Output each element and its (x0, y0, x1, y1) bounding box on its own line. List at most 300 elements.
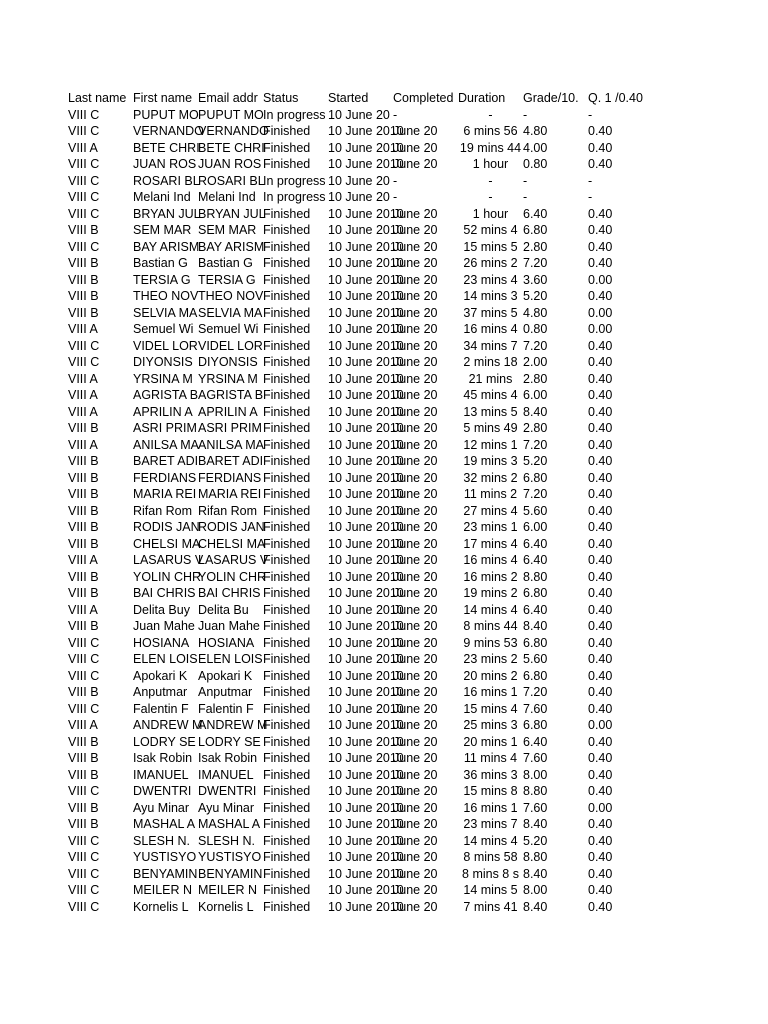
cell-first-name: BAI CHRIS (133, 586, 196, 600)
cell-email: YOLIN CHR (198, 569, 267, 584)
cell-completed: June 20 (393, 569, 438, 584)
cell-status: Finished (263, 140, 311, 155)
table-row (68, 783, 668, 800)
cell-started: 10 June 2010 (328, 437, 404, 452)
cell-started: 10 June 2010 (328, 239, 404, 254)
cell-duration: 14 mins 5 (463, 883, 518, 897)
cell-grade: 0.80 (523, 322, 548, 336)
cell-status: Finished (263, 421, 311, 435)
cell-status: Finished (263, 850, 311, 864)
cell-last-name: VIII C (68, 239, 100, 254)
cell-started: 10 June 2010 (328, 256, 404, 270)
table-row (68, 123, 668, 140)
cell-q1: 0.00 (588, 305, 613, 320)
table-row (68, 899, 668, 916)
cell-last-name: VIII B (68, 487, 99, 501)
cell-last-name: VIII A (68, 371, 98, 386)
cell-first-name: JUAN ROS (133, 157, 197, 171)
cell-grade: 8.80 (523, 784, 548, 798)
cell-email: Anputmar (198, 685, 253, 699)
cell-completed: June 20 (393, 586, 438, 600)
cell-duration: 16 mins 2 (463, 569, 518, 584)
cell-duration: 9 mins 53 (463, 635, 518, 650)
cell-q1: 0.40 (588, 338, 613, 353)
cell-email: Kornelis L (198, 899, 254, 914)
cell-q1: 0.40 (588, 371, 613, 386)
cell-first-name: Apokari K (133, 668, 188, 683)
cell-status: Finished (263, 866, 311, 881)
table-row (68, 272, 668, 289)
cell-completed: June 20 (393, 487, 438, 501)
cell-started: 10 June 2010 (328, 635, 404, 650)
cell-first-name: THEO NOV (133, 289, 199, 303)
cell-email: ROSARI BL (198, 173, 265, 188)
cell-last-name: VIII C (68, 784, 100, 798)
cell-started: 10 June 2010 (328, 569, 404, 584)
cell-grade: 8.40 (523, 866, 548, 881)
cell-last-name: VIII C (68, 701, 100, 716)
cell-status: Finished (263, 800, 311, 815)
cell-grade: 8.40 (523, 899, 548, 914)
cell-completed: June 20 (393, 866, 438, 881)
cell-email: Rifan Rom (198, 503, 258, 518)
cell-duration: 16 mins 4 (463, 553, 518, 567)
cell-duration: 16 mins 4 (463, 322, 518, 336)
cell-email: CHELSI MA (198, 536, 266, 551)
cell-status: Finished (263, 239, 311, 254)
cell-duration: 16 mins 1 (463, 685, 518, 699)
cell-completed: June 20 (393, 256, 438, 270)
cell-status: Finished (263, 635, 311, 650)
cell-first-name: ANDREW M (133, 718, 203, 732)
cell-grade: 6.40 (523, 734, 548, 749)
cell-email: BRYAN JUL (198, 206, 266, 221)
cell-first-name: TERSIA G (133, 272, 191, 287)
cell-email: Delita Bu (198, 602, 249, 617)
cell-first-name: LODRY SE (133, 734, 196, 749)
cell-grade: 6.80 (523, 470, 548, 485)
table-row (68, 684, 668, 701)
cell-duration: - (488, 190, 493, 204)
cell-completed: June 20 (393, 685, 438, 699)
cell-q1: 0.40 (588, 602, 613, 617)
cell-completed: June 20 (393, 767, 438, 782)
cell-last-name: VIII A (68, 437, 98, 452)
cell-started: 10 June 2010 (328, 289, 404, 303)
table-row (68, 833, 668, 850)
cell-grade: 3.60 (523, 272, 548, 287)
cell-email: BAY ARISM (198, 239, 265, 254)
cell-last-name: VIII B (68, 289, 99, 303)
cell-email: ASRI PRIM (198, 421, 262, 435)
table-row (68, 602, 668, 619)
cell-last-name: VIII A (68, 388, 98, 402)
cell-last-name: VIII C (68, 124, 100, 138)
table-row (68, 453, 668, 470)
cell-completed: June 20 (393, 223, 438, 237)
cell-status: Finished (263, 734, 311, 749)
cell-grade: 5.60 (523, 652, 548, 666)
cell-email: BARET ADI (198, 454, 264, 468)
cell-q1: 0.40 (588, 124, 613, 138)
cell-q1: 0.40 (588, 404, 613, 419)
header-grade: Grade/10. (523, 91, 579, 105)
cell-duration: 26 mins 2 (463, 256, 518, 270)
header-status: Status (263, 91, 299, 105)
cell-grade: 7.60 (523, 800, 548, 815)
cell-q1: - (588, 107, 593, 122)
cell-last-name: VIII C (68, 899, 100, 914)
cell-completed: June 20 (393, 355, 438, 369)
cell-first-name: Rifan Rom (133, 503, 193, 518)
cell-email: YRSINA M (198, 371, 258, 386)
cell-completed: June 20 (393, 239, 438, 254)
cell-q1: 0.40 (588, 553, 613, 567)
cell-completed: June 20 (393, 701, 438, 716)
cell-duration: 11 mins 2 (463, 487, 518, 501)
cell-status: Finished (263, 355, 311, 369)
header-last-name: Last name (68, 91, 127, 105)
table-row (68, 140, 668, 157)
cell-email: Melani Ind (198, 190, 256, 204)
cell-duration: 2 mins 18 (463, 355, 518, 369)
cell-q1: 0.40 (588, 817, 613, 831)
cell-grade: 8.40 (523, 404, 548, 419)
table-row (68, 701, 668, 718)
cell-started: 10 June 2010 (328, 817, 404, 831)
cell-completed: June 20 (393, 635, 438, 650)
cell-completed: June 20 (393, 718, 438, 732)
table-row (68, 404, 668, 421)
cell-duration: 19 mins 44 (459, 140, 522, 155)
cell-completed: June 20 (393, 157, 438, 171)
cell-duration: - (488, 173, 493, 188)
cell-q1: 0.40 (588, 487, 613, 501)
cell-grade: 8.40 (523, 817, 548, 831)
cell-completed: June 20 (393, 322, 438, 336)
table-row (68, 668, 668, 685)
cell-status: Finished (263, 305, 311, 320)
cell-completed: June 20 (393, 124, 438, 138)
cell-q1: 0.40 (588, 883, 613, 897)
cell-status: Finished (263, 371, 311, 386)
cell-q1: 0.40 (588, 751, 613, 765)
cell-status: Finished (263, 437, 311, 452)
cell-q1: 0.40 (588, 256, 613, 270)
cell-status: Finished (263, 256, 311, 270)
cell-q1: 0.40 (588, 388, 613, 402)
table-row (68, 288, 668, 305)
cell-email: Ayu Minar (198, 800, 255, 815)
cell-first-name: Juan Mahe (133, 619, 195, 633)
cell-last-name: VIII C (68, 652, 100, 666)
cell-completed: June 20 (393, 305, 438, 320)
cell-last-name: VIII C (68, 206, 100, 221)
cell-status: Finished (263, 751, 311, 765)
cell-email: LODRY SE (198, 734, 261, 749)
cell-duration: 23 mins 2 (463, 652, 518, 666)
cell-email: MEILER N (198, 883, 258, 897)
cell-status: Finished (263, 899, 311, 914)
cell-email: BETE CHRI (198, 140, 265, 155)
cell-q1: 0.40 (588, 734, 613, 749)
cell-last-name: VIII B (68, 751, 99, 765)
cell-email: APRILIN A (198, 404, 258, 419)
cell-completed: June 20 (393, 503, 438, 518)
cell-first-name: YUSTISYO (133, 850, 197, 864)
cell-email: IMANUEL (198, 767, 254, 782)
cell-status: Finished (263, 388, 311, 402)
cell-email: AGRISTA B (198, 388, 264, 402)
cell-first-name: Anputmar (133, 685, 188, 699)
cell-started: 10 June 2010 (328, 800, 404, 815)
cell-last-name: VIII A (68, 140, 98, 155)
cell-duration: - (488, 107, 493, 122)
cell-last-name: VIII B (68, 272, 99, 287)
cell-started: 10 June 2010 (328, 619, 404, 633)
cell-q1: 0.40 (588, 289, 613, 303)
cell-started: 10 June 2010 (328, 272, 404, 287)
cell-grade: 0.80 (523, 157, 548, 171)
cell-duration: 15 mins 4 (463, 701, 518, 716)
cell-q1: 0.40 (588, 206, 613, 221)
cell-last-name: VIII B (68, 256, 99, 270)
cell-started: 10 June 2010 (328, 899, 404, 914)
table-row (68, 437, 668, 454)
cell-duration: 8 mins 8 s (462, 866, 519, 881)
cell-started: 10 June 20 (328, 173, 390, 188)
table-row (68, 354, 668, 371)
table-row (68, 305, 668, 322)
cell-completed: June 20 (393, 883, 438, 897)
cell-first-name: VERNANDO (133, 124, 204, 138)
cell-grade: 6.80 (523, 668, 548, 683)
cell-completed: June 20 (393, 553, 438, 567)
cell-started: 10 June 2010 (328, 602, 404, 617)
cell-first-name: SLESH N. (133, 833, 190, 848)
cell-q1: 0.40 (588, 421, 613, 435)
cell-duration: 15 mins 8 (463, 784, 518, 798)
table-row (68, 470, 668, 487)
cell-status: Finished (263, 454, 311, 468)
cell-status: Finished (263, 503, 311, 518)
cell-duration: 20 mins 2 (463, 668, 518, 683)
cell-email: VERNANDO (198, 124, 269, 138)
cell-completed: June 20 (393, 437, 438, 452)
cell-status: Finished (263, 652, 311, 666)
cell-last-name: VIII C (68, 107, 100, 122)
cell-duration: 13 mins 5 (463, 404, 518, 419)
cell-status: Finished (263, 569, 311, 584)
cell-email: PUPUT MO (198, 107, 264, 122)
cell-email: RODIS JAN (198, 520, 265, 534)
cell-last-name: VIII C (68, 866, 100, 881)
cell-grade: 7.20 (523, 685, 548, 699)
cell-email: SEM MAR (198, 223, 257, 237)
cell-last-name: VIII B (68, 223, 99, 237)
cell-started: 10 June 2010 (328, 784, 404, 798)
cell-q1: 0.40 (588, 569, 613, 584)
cell-started: 10 June 2010 (328, 503, 404, 518)
cell-email: Bastian G (198, 256, 253, 270)
cell-duration: 37 mins 5 (463, 305, 518, 320)
cell-q1: 0.40 (588, 685, 613, 699)
cell-last-name: VIII B (68, 619, 99, 633)
spreadsheet (68, 90, 668, 915)
cell-started: 10 June 2010 (328, 454, 404, 468)
cell-grade: 7.60 (523, 751, 548, 765)
cell-q1: 0.40 (588, 239, 613, 254)
cell-started: 10 June 2010 (328, 140, 404, 155)
cell-email: MARIA REI (198, 487, 262, 501)
cell-q1: 0.40 (588, 355, 613, 369)
cell-completed: June 20 (393, 140, 438, 155)
cell-q1: 0.40 (588, 899, 613, 914)
cell-started: 10 June 2010 (328, 470, 404, 485)
cell-grade: 5.20 (523, 454, 548, 468)
cell-last-name: VIII B (68, 685, 99, 699)
cell-status: Finished (263, 487, 311, 501)
cell-completed: June 20 (393, 404, 438, 419)
cell-status: Finished (263, 520, 311, 534)
table-row (68, 255, 668, 272)
cell-first-name: Semuel Wi (133, 322, 194, 336)
cell-first-name: BETE CHRI (133, 140, 200, 155)
cell-last-name: VIII A (68, 322, 98, 336)
cell-started: 10 June 2010 (328, 404, 404, 419)
cell-completed: June 20 (393, 520, 438, 534)
table-row (68, 651, 668, 668)
cell-grade: 6.80 (523, 223, 548, 237)
cell-duration: 23 mins 1 (463, 520, 518, 534)
cell-last-name: VIII C (68, 883, 100, 897)
cell-started: 10 June 2010 (328, 206, 404, 221)
cell-q1: - (588, 173, 593, 188)
cell-first-name: SELVIA MA (133, 305, 198, 320)
cell-last-name: VIII B (68, 569, 99, 584)
cell-last-name: VIII B (68, 734, 99, 749)
cell-status: Finished (263, 206, 311, 221)
header-row (68, 90, 668, 107)
cell-grade: 7.20 (523, 487, 548, 501)
cell-duration: 7 mins 41 (463, 899, 518, 914)
cell-completed: June 20 (393, 668, 438, 683)
cell-grade: 2.80 (523, 239, 548, 254)
cell-completed: June 20 (393, 371, 438, 386)
cell-completed: June 20 (393, 470, 438, 485)
cell-email: ANDREW M (198, 718, 268, 732)
cell-grade: - (523, 107, 528, 122)
cell-first-name: HOSIANA (133, 635, 190, 650)
cell-q1: 0.40 (588, 635, 613, 650)
cell-last-name: VIII C (68, 338, 100, 353)
cell-first-name: YOLIN CHR (133, 569, 202, 584)
cell-started: 10 June 2010 (328, 767, 404, 782)
cell-last-name: VIII C (68, 157, 100, 171)
cell-completed: June 20 (393, 454, 438, 468)
table-row (68, 239, 668, 256)
table-row (68, 866, 668, 883)
cell-last-name: VIII B (68, 470, 99, 485)
cell-completed: June 20 (393, 734, 438, 749)
cell-grade: 7.60 (523, 701, 548, 716)
cell-first-name: BENYAMIN (133, 866, 198, 881)
cell-email: Juan Mahe (198, 619, 260, 633)
cell-completed: June 20 (393, 784, 438, 798)
cell-last-name: VIII B (68, 767, 99, 782)
table-row (68, 338, 668, 355)
cell-status: Finished (263, 685, 311, 699)
cell-last-name: VIII C (68, 635, 100, 650)
cell-started: 10 June 2010 (328, 850, 404, 864)
cell-grade: 5.20 (523, 289, 548, 303)
cell-email: SELVIA MA (198, 305, 263, 320)
cell-q1: 0.40 (588, 536, 613, 551)
cell-completed: June 20 (393, 833, 438, 848)
cell-status: Finished (263, 767, 311, 782)
cell-email: DWENTRI (198, 784, 257, 798)
cell-grade: 2.80 (523, 371, 548, 386)
cell-started: 10 June 2010 (328, 734, 404, 749)
cell-q1: 0.40 (588, 767, 613, 782)
cell-status: Finished (263, 223, 311, 237)
cell-duration: 11 mins 4 (463, 751, 518, 765)
cell-status: Finished (263, 338, 311, 353)
cell-last-name: VIII C (68, 173, 100, 188)
table-row (68, 800, 668, 817)
cell-grade: 4.00 (523, 140, 548, 155)
cell-started: 10 June 2010 (328, 751, 404, 765)
header-started: Started (328, 91, 369, 105)
cell-started: 10 June 2010 (328, 553, 404, 567)
cell-q1: 0.40 (588, 223, 613, 237)
cell-grade: 6.00 (523, 388, 548, 402)
cell-started: 10 June 2010 (328, 338, 404, 353)
cell-email: ELEN LOIS (198, 652, 263, 666)
cell-last-name: VIII C (68, 850, 100, 864)
cell-status: Finished (263, 157, 311, 171)
cell-first-name: Delita Buy (133, 602, 190, 617)
cell-status: Finished (263, 272, 311, 287)
cell-email: SLESH N. (198, 833, 255, 848)
cell-duration: 23 mins 7 (463, 817, 518, 831)
cell-first-name: LASARUS V (133, 553, 204, 567)
cell-grade: 6.40 (523, 536, 548, 551)
cell-last-name: VIII C (68, 833, 100, 848)
cell-completed: - (393, 173, 398, 188)
cell-duration: 1 hour (472, 206, 509, 221)
table-row (68, 387, 668, 404)
cell-duration: 25 mins 3 (463, 718, 518, 732)
cell-grade: 8.80 (523, 569, 548, 584)
cell-grade: 7.20 (523, 338, 548, 353)
header-first-name: First name (133, 91, 193, 105)
cell-last-name: VIII B (68, 503, 99, 518)
cell-grade: 2.80 (523, 421, 548, 435)
cell-q1: 0.40 (588, 619, 613, 633)
cell-duration: 21 mins (468, 371, 513, 386)
cell-q1: - (588, 190, 593, 204)
cell-started: 10 June 2010 (328, 701, 404, 716)
table-row (68, 420, 668, 437)
cell-duration: 20 mins 1 (463, 734, 518, 749)
cell-q1: 0.40 (588, 520, 613, 534)
cell-duration: 14 mins 4 (463, 833, 518, 848)
cell-q1: 0.40 (588, 850, 613, 864)
cell-completed: June 20 (393, 421, 438, 435)
cell-q1: 0.40 (588, 140, 613, 155)
cell-grade: 6.40 (523, 553, 548, 567)
